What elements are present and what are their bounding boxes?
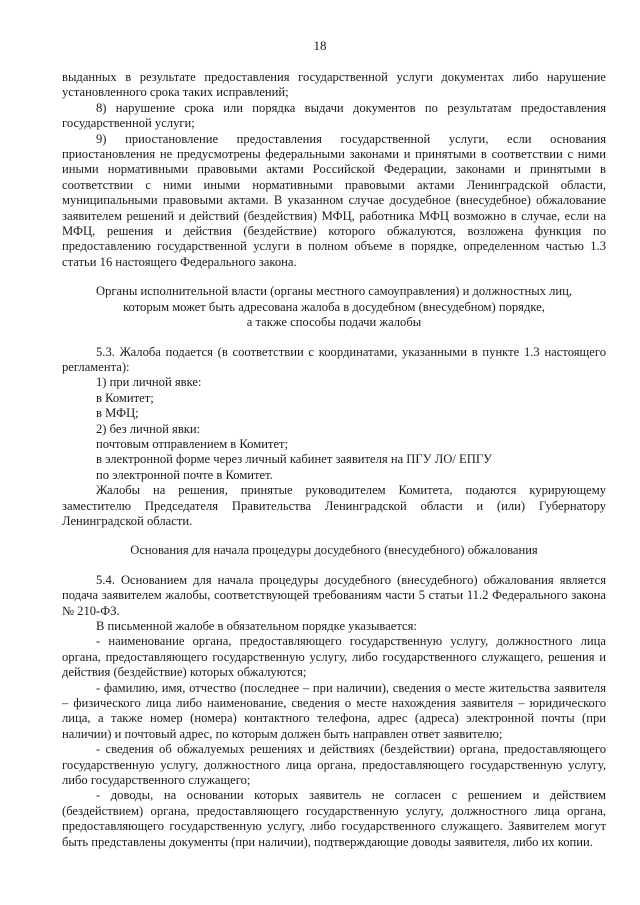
paragraph: 8) нарушение срока или порядка выдачи документов по результатам предоставления государственной услуги;: [62, 100, 606, 131]
paragraph: В письменной жалобе в обязательном порядке указывается:: [96, 619, 417, 633]
paragraph: 5.4. Основанием для начала процедуры досудебного (внесудебного) обжалования является подача заявителем жалобы, соответствующей требованиям части 5 статьи 11.2 Федерального закона № 210-ФЗ.: [62, 572, 606, 618]
paragraph: выданных в результате предоставления государственной услуги документах либо нарушение установленного срока таких исправлений;: [62, 70, 606, 100]
submission-methods-list: [62, 375, 606, 483]
heading-line: а также способы подачи жалобы: [246, 315, 422, 330]
paragraph: - сведения об обжалуемых решениях и действиях (бездействии) органа, предоставляющего государственную услугу, должностного лица органа, предоставляющего государственную услугу, либо государственного служащего;: [62, 742, 606, 788]
section-heading: [62, 284, 606, 330]
heading-line: Органы исполнительной власти (органы местного самоуправления) и должностных лиц,: [95, 284, 573, 299]
list-item: 2) без личной явки:: [96, 421, 201, 436]
paragraph: 9) приостановление предоставления государственной услуги, если основания приостановления не предусмотрены федеральными законами и принятыми в соответствии с ними иными нормативными правовыми актами Российской Федерации, законами и принятыми в соответствии с ними иными нормативными правовыми актами Ленинградской области, муниципальными правовыми актами. В указанном случае досудебное (внесудебное) обжалование заявителем решений и действий (бездействия) МФЦ, работника МФЦ возможно в случае, если на МФЦ, решения и действия (бездействие) которого обжалуются, возложена функция по предоставлению государственной услуги в полном объеме в порядке, определенном частью 1.3 статьи 16 настоящего Федерального закона.: [62, 131, 606, 269]
paragraph: - доводы, на основании которых заявитель не согласен с решением и действием (бездействием) органа, предоставляющего государственную услугу, должностного лица органа, предоставляющего государственную услугу, либо государственного служащего. Заявителем могут быть представлены документы (при наличии), подтверждающие доводы заявителя, либо их копии.: [62, 788, 606, 849]
heading-line: которым может быть адресована жалоба в досудебном (внесудебном) порядке,: [123, 299, 545, 314]
list-item: по электронной почте в Комитет.: [96, 467, 273, 482]
paragraph: - наименование органа, предоставляющего государственную услугу, должностного лица органа, предоставляющего государственную услугу, либо государственного служащего, решения и действия (бездействие) которых обжалуются;: [62, 634, 606, 680]
list-item: в Комитет;: [96, 390, 154, 405]
list-item: в электронной форме через личный кабинет заявителя на ПГУ ЛО/ ЕПГУ: [96, 452, 493, 467]
list-item: почтовым отправлением в Комитет;: [96, 436, 289, 451]
document-body: [62, 70, 606, 850]
paragraph: 5.3. Жалоба подается (в соответствии с координатами, указанными в пункте 1.3 настоящего регламента):: [62, 344, 606, 374]
section-heading: Основания для начала процедуры досудебного (внесудебного) обжалования: [130, 543, 538, 558]
paragraph: Жалобы на решения, принятые руководителем Комитета, подаются курирующему заместителю Председателя Правительства Ленинградской области и (или) Губернатору Ленинградской области.: [62, 483, 606, 528]
paragraph: - фамилию, имя, отчество (последнее – при наличии), сведения о месте жительства заявителя – физического лица либо наименование, сведения о месте нахождения заявителя – юридического лица, а также номер (номера) контактного телефона, адрес (адреса) электронной почты (при наличии) и почтовый адрес, по которым должен быть направлен ответ заявителю;: [62, 680, 606, 741]
list-item: 1) при личной явке:: [96, 375, 202, 390]
page-number: 18: [313, 38, 327, 53]
list-item: в МФЦ;: [96, 406, 139, 421]
